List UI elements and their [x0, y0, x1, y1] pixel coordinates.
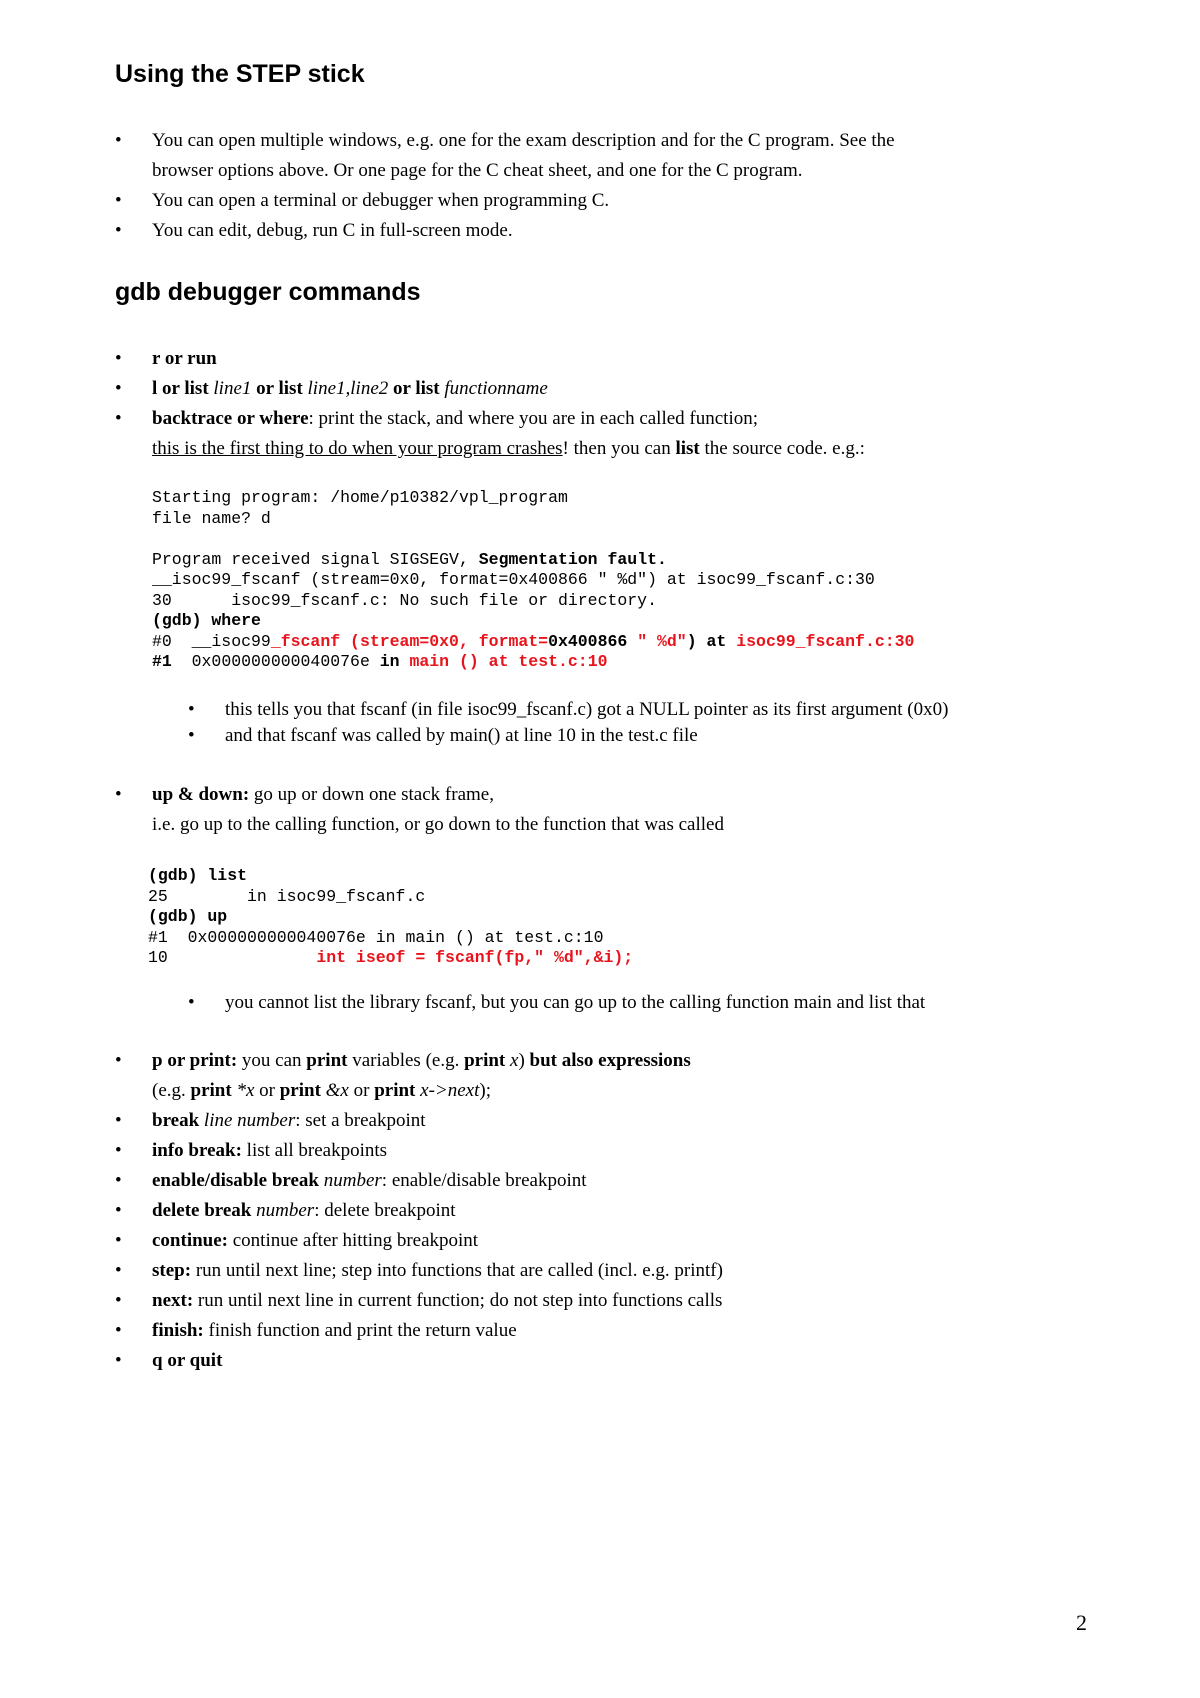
updown-notes — [188, 990, 1148, 1016]
section-title-step-stick: Using the STEP stick — [115, 60, 365, 88]
step-stick-list — [115, 126, 1115, 246]
list-item: • You can open a terminal or debugger when programming C. — [115, 186, 1115, 216]
code-block-updown: (gdb) list 25 in isoc99_fscanf.c (gdb) up #1 0x000000000040076e in main () at test.c:10 10 int iseof = fscanf(fp," %d",&i); — [148, 866, 634, 967]
list-item-updown: • up & down: go up or down one stack frame, i.e. go up to the calling function, or go down to the function that was called — [115, 780, 1115, 840]
list-item-next: • next: run until next line in current function; do not step into functions calls — [115, 1286, 1115, 1316]
section-title-gdb: gdb debugger commands — [115, 278, 421, 306]
list-item-enable-disable: • enable/disable break number: enable/disable breakpoint — [115, 1166, 1115, 1196]
list-item-break: • break line number: set a breakpoint — [115, 1106, 1115, 1136]
backtrace-notes — [188, 697, 1148, 749]
list-item-finish: • finish: finish function and print the return value — [115, 1316, 1115, 1346]
list-item-delete: • delete break number: delete breakpoint — [115, 1196, 1115, 1226]
list-item: • You can edit, debug, run C in full-screen mode. — [115, 216, 1115, 246]
list-item-list: • l or list line1 or list line1,line2 or list functionname — [115, 374, 1115, 404]
code-block-backtrace: Starting program: /home/p10382/vpl_program file name? d Program received signal SIGSEGV, Segmentation fault. __isoc99_fscanf (stream=0x0, format=0x400866 " %d") at isoc99_fscanf.c:30 30 isoc99_fscanf.c: No such file or directory. (gdb) where #0 __isoc99_fscanf (stream=0x0, format=0x400866 " %d") at isoc99_fscanf.c:30 #1 0x000000000040076e in main () at test.c:10 — [152, 488, 915, 671]
list-item-step: • step: run until next line; step into functions that are called (incl. e.g. printf) — [115, 1256, 1115, 1286]
gdb-commands-list-updown — [115, 780, 1115, 840]
list-item: • you cannot list the library fscanf, but you can go up to the calling function main and list that — [188, 990, 1148, 1016]
list-item: • this tells you that fscanf (in file isoc99_fscanf.c) got a NULL pointer as its first argument (0x0) — [188, 697, 1148, 723]
list-item: • You can open multiple windows, e.g. one for the exam description and for the C program. See the browser options above. Or one page for the C cheat sheet, and one for the C program. — [115, 126, 1115, 186]
list-item-info-break: • info break: list all breakpoints — [115, 1136, 1115, 1166]
list-item-run: • r or run — [115, 344, 1115, 374]
backtrace-tip: this is the first thing to do when your program crashes! then you can list the source code. e.g.: — [152, 438, 865, 459]
list-item-backtrace: • backtrace or where: print the stack, and where you are in each called function; — [115, 404, 1115, 434]
list-item: • and that fscanf was called by main() at line 10 in the test.c file — [188, 723, 1148, 749]
gdb-commands-list-top — [115, 344, 1115, 434]
list-item-quit: • q or quit — [115, 1346, 1115, 1376]
page-number: 2 — [1076, 1610, 1087, 1635]
gdb-commands-list-bottom — [115, 1046, 1115, 1376]
list-item-print: • p or print: you can print variables (e.g. print x) but also expressions (e.g. print *x or print &x or print x->next); — [115, 1046, 1115, 1106]
list-item-continue: • continue: continue after hitting breakpoint — [115, 1226, 1115, 1256]
